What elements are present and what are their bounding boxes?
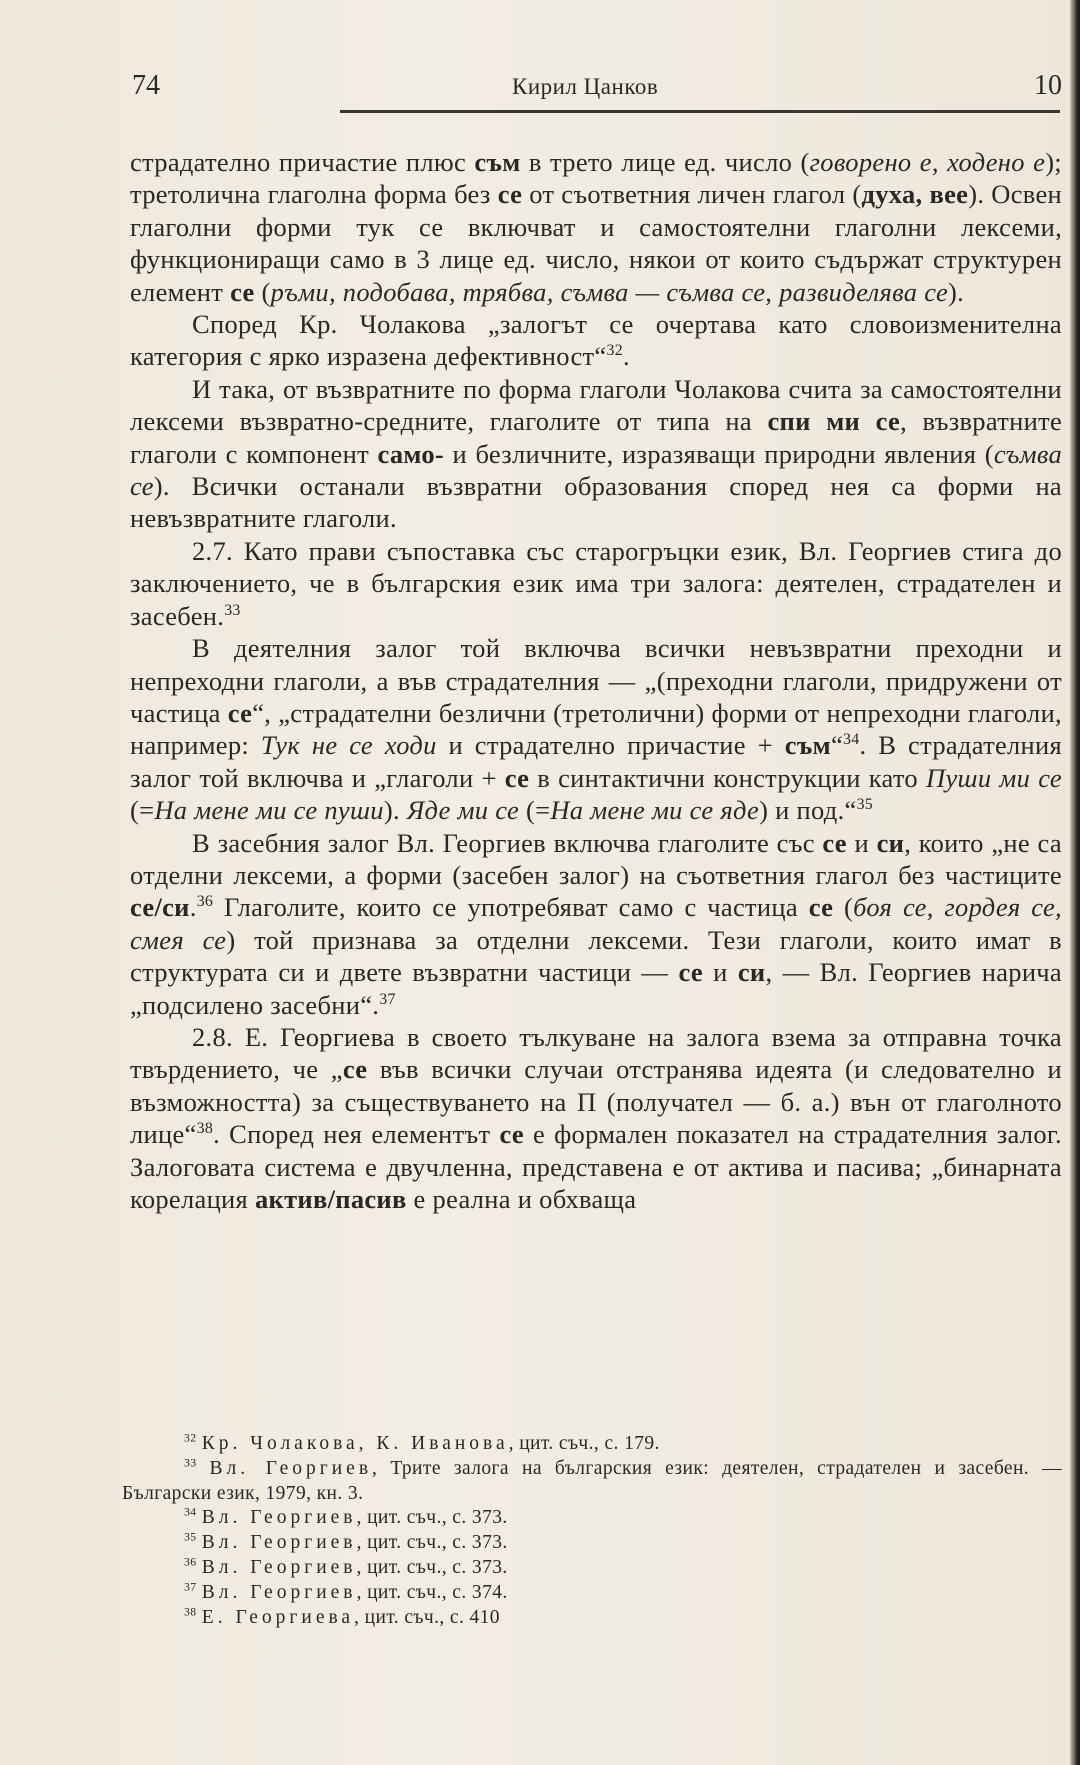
text-run: се	[808, 892, 834, 923]
footnote-38	[122, 1606, 1062, 1631]
footnote-number: 37	[184, 1580, 197, 1594]
text-run: боя се, гордея се, смея се	[130, 892, 1062, 955]
footnote-text: , цит. съч., с. 374.	[356, 1581, 508, 1603]
text-run: В деятелния залог той включва всички невъзвратни преходни и непреходни глаголи, а във страдателния — „(преходни глаголи, придружени от частица	[130, 633, 1062, 728]
paragraph-p6	[130, 827, 1062, 1021]
text-run: ).	[948, 276, 965, 307]
footnote-text: , цит. съч., с. 373.	[356, 1556, 508, 1578]
text-run: Пуши ми се	[926, 762, 1062, 793]
footnote-number: 36	[184, 1555, 197, 1569]
text-run: се	[230, 276, 255, 307]
text-run: говорено е, ходено е	[809, 147, 1046, 177]
text-run: духа, вее	[861, 179, 969, 210]
text-run: от съответния личен глагол (	[522, 179, 862, 210]
text-run: ).	[383, 795, 407, 826]
footnote-author: Кр. Чолакова, К. Иванова	[201, 1433, 509, 1454]
text-run: в синтактични конструкции като	[529, 762, 927, 793]
page-header	[132, 70, 1062, 110]
footnote-36	[122, 1556, 1062, 1581]
footnote-ref[interactable]: 36	[196, 893, 214, 911]
text-run: съм	[474, 147, 521, 177]
text-run: (	[254, 276, 271, 307]
footnote-37	[122, 1581, 1062, 1606]
text-run: е реална и обхваща	[406, 1184, 637, 1214]
footnote-text: , цит. съч., с. 373.	[356, 1532, 508, 1554]
footnote-ref[interactable]: 32	[606, 342, 623, 360]
text-run: (=	[130, 795, 155, 826]
running-head: Кирил Цанков	[512, 74, 659, 99]
text-run: страдателно причастие плюс	[130, 147, 475, 177]
footnote-number: 38	[184, 1605, 197, 1619]
footnote-ref[interactable]: 34	[843, 731, 860, 749]
paragraph-p5	[130, 632, 1062, 826]
text-run: (	[833, 892, 854, 923]
text-run: се	[227, 697, 253, 728]
text-run: И така, от възвратните по форма глаголи Чолакова счита за самостоятелни лексеми възвратно-средните, глаголите от типа на	[130, 373, 1062, 437]
text-run: е формален показател на страдателния залог. Залоговата система е двучленна, представена е от актива и пасива; „бинарната корелация	[130, 1119, 1062, 1214]
text-run: ) той признава за отделни лексеми. Тези глаголи, които имат в структурата си и двете възвратни частици —	[130, 924, 1062, 988]
footnote-35	[122, 1531, 1062, 1556]
footnote-author: Вл. Георгиев	[201, 1556, 357, 1578]
body-text	[130, 146, 1062, 1215]
text-run: си	[876, 827, 905, 858]
text-run: само-	[377, 438, 445, 469]
text-run: , които „не са отделни лексеми, а форми (засебен залог) на съответния глагол без частиците	[130, 827, 1062, 890]
text-run: . В страдателния залог той включва и „глаголи +	[130, 730, 1063, 793]
text-run: , — Вл. Георгиев нарича „подсилено засебни“.	[130, 957, 1062, 1020]
text-run: се	[678, 957, 703, 988]
footnote-ref[interactable]: 33	[224, 601, 241, 619]
text-run: във всички случаи отстранява идеята (и следователно и възможността) за съществуването на П (получател — б. а.) вън от глаголното лице“	[130, 1054, 1063, 1150]
text-run: Тук не се ходи	[260, 730, 437, 761]
text-run: ). Всички останали възвратни образования според нея са форми на невъзвратните глаголи.	[130, 471, 1062, 534]
footnote-34	[122, 1506, 1062, 1531]
paragraph-p1	[130, 146, 1062, 308]
footnote-text: , цит. съч., с. 373.	[356, 1507, 508, 1529]
footnote-number: 32	[184, 1431, 197, 1445]
paragraph-p4	[130, 535, 1062, 632]
text-run: “	[830, 730, 843, 761]
footnote-text: , цит. съч., с. 179.	[508, 1433, 660, 1454]
text-run: се	[822, 827, 847, 858]
text-run: си	[737, 957, 766, 988]
text-run: , възвратните глаголи с компонент	[130, 406, 1063, 469]
text-run: ръми, подобава, трябва, съмва — съмва се, развиделява се	[270, 276, 949, 307]
text-run: Глаголите, които се употребяват само с частица	[213, 892, 809, 923]
text-run: Яде ми се	[406, 795, 520, 826]
text-run: Според Кр. Чолакова „залогът се очертава като словоизменителна категория с ярко изразена дефективност“	[130, 309, 1062, 372]
text-run: На мене ми се яде	[550, 795, 760, 826]
text-run: в трето лице ед. число (	[520, 147, 810, 177]
footnote-ref[interactable]: 38	[196, 1120, 214, 1138]
footnote-number: 35	[184, 1530, 197, 1544]
text-run: “, „страдателни безлични (третолични) форми от непреходни глаголи, например:	[130, 697, 1062, 761]
text-run: ); третолична глаголна форма без	[130, 147, 1062, 210]
footnote-33	[122, 1457, 1062, 1507]
text-run: и страдателно причастие +	[436, 730, 785, 761]
paragraph-p7	[130, 1021, 1062, 1215]
footnote-author: Вл. Георгиев	[209, 1457, 373, 1479]
page-edge-shadow	[1070, 0, 1080, 1765]
text-run: . Според нея елементът	[213, 1119, 500, 1150]
footnote-author: Вл. Георгиев	[201, 1581, 357, 1603]
footnote-text: , Трите залога на българския език: деятелен, страдателен и засебен. — Български език, 1979, кн. 3.	[122, 1457, 1062, 1504]
footnotes	[122, 1432, 1062, 1630]
paragraph-p3	[130, 373, 1062, 535]
text-run: и	[846, 827, 877, 858]
text-run: се	[497, 179, 523, 210]
text-run: .	[189, 892, 197, 923]
footnote-author: Вл. Георгиев	[201, 1532, 357, 1554]
text-run: се	[504, 762, 530, 793]
text-run: ). Освен глаголни форми тук се включват и самостоятелни глаголни лексеми, функциониращи само в 3 лице ед. число, някои от които съдържат структурен елемент	[130, 179, 1062, 307]
text-run: съм	[784, 730, 831, 761]
text-run: (=	[519, 795, 551, 826]
text-run: се/си	[130, 892, 190, 923]
text-run: 2.7. Като прави съпоставка със старогръцки език, Вл. Георгиев стига до заключението, че в българския език има три залога: деятелен, страдателен и засебен.	[130, 535, 1062, 631]
footnote-ref[interactable]: 37	[379, 990, 396, 1008]
text-run: и безличните, изразяващи природни явления (	[444, 438, 994, 469]
text-run: спи ми се	[767, 406, 901, 437]
footnote-ref[interactable]: 35	[856, 796, 874, 814]
text-run: .	[623, 341, 630, 372]
footnote-number: 34	[184, 1505, 197, 1519]
text-run: На мене ми се пуши	[154, 795, 384, 826]
text-run: се	[499, 1119, 524, 1150]
footnote-32	[122, 1432, 1062, 1457]
footnote-author: Е. Георгиева	[201, 1606, 355, 1628]
text-run: 2.8. Е. Георгиева в своето тълкуване на залога взема за отправна точка твърдението, че „	[130, 1021, 1062, 1085]
page-number: 74	[132, 70, 160, 101]
footnote-author: Вл. Георгиев	[201, 1507, 357, 1529]
text-run: В засебния залог Вл. Георгиев включва глаголите със	[192, 827, 823, 858]
text-run: и	[702, 957, 738, 988]
text-run: актив/пасив	[254, 1184, 407, 1214]
footnote-number: 33	[184, 1456, 197, 1470]
footnote-text: , цит. съч., с. 410	[354, 1606, 500, 1628]
paragraph-p2	[130, 308, 1062, 373]
text-run: се	[342, 1054, 368, 1085]
header-rule	[340, 110, 1060, 113]
text-run: съмва се	[130, 438, 1063, 502]
text-run: ) и под.“	[759, 795, 857, 826]
adjacent-page-number-fragment: 10	[1034, 70, 1062, 101]
